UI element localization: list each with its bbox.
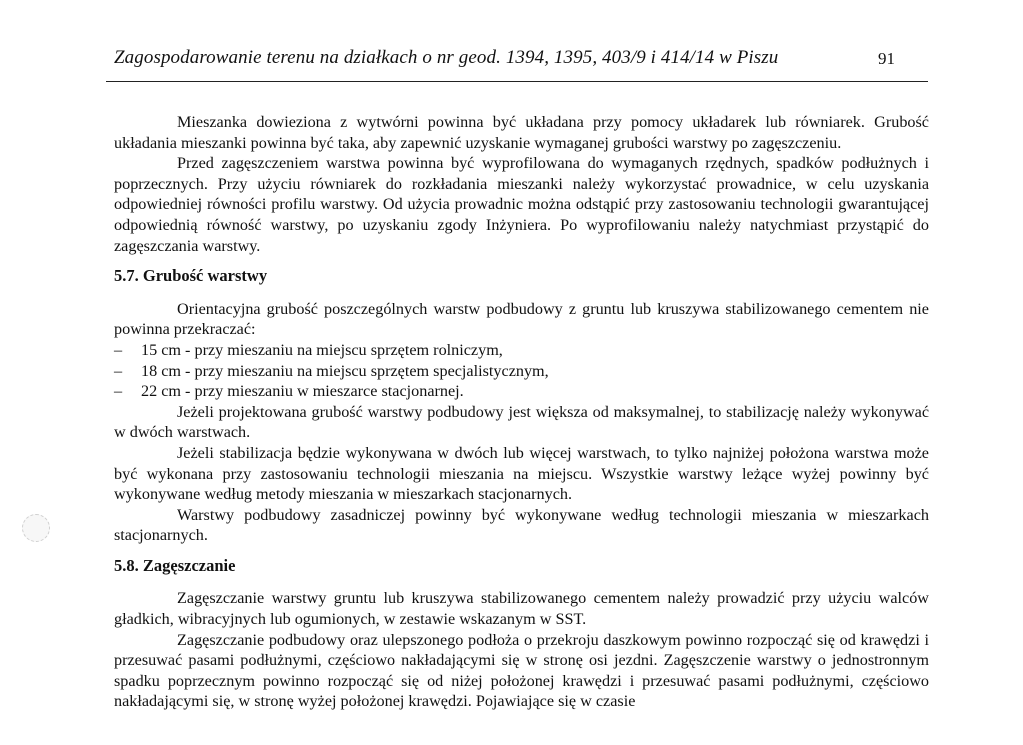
dash-bullet: – [114,382,123,401]
paragraph: Przed zagęszczeniem warstwa powinna być wyprofilowana do wymaganych rzędnych, spadków podłużnych i poprzecznych. Przy użyciu równiarek do rozkładania mieszanki należy wykorzystać prowadnice, w celu uzyskania odpowiedniej równości profilu warstwy. Od użycia prowadnic można odstąpić przy zastosowaniu technologii gwarantującej odpowiednią równość warstwy, po uzyskaniu zgody Inżyniera. Po wyprofilowaniu należy natychmiast przystąpić do zagęszczania warstwy. [114,154,929,255]
section-heading-5-8: 5.8. Zagęszczanie [114,555,236,575]
paragraph: Warstwy podbudowy zasadniczej powinny być wykonywane według technologii mieszania w mieszarkach stacjonarnych. [114,505,929,545]
paragraph: Orientacyjna grubość poszczególnych warstw podbudowy z gruntu lub kruszywa stabilizowanego cementem nie powinna przekraczać: [114,299,929,339]
page-header [114,44,922,76]
list-item-text: 18 cm - przy mieszaniu na miejscu sprzętem specjalistycznym, [141,361,549,380]
paragraph: Jeżeli projektowana grubość warstwy podbudowy jest większa od maksymalnej, to stabilizację należy wykonywać w dwóch warstwach. [114,402,929,442]
header-divider [106,81,928,82]
paragraph: Zagęszczanie podbudowy oraz ulepszonego podłoża o przekroju daszkowym powinno rozpocząć się od krawędzi i przesuwać pasami podłużnymi, częściowo nakładającymi się w stronę osi jezdni. Zagęszczenie warstwy o jednostronnym spadku poprzecznym powinno rozpocząć się od niżej położonej krawędzi i przesuwać pasami podłużnymi, częściowo nakładającymi się, w stronę wyżej położonej krawędzi. Pojawiające się w czasie [114,630,929,711]
document-body [114,112,929,712]
list-item [114,381,929,402]
dash-bullet: – [114,361,123,380]
document-title: Zagospodarowanie terenu na działkach o nr geod. 1394, 1395, 403/9 i 414/14 w Piszu [114,47,779,68]
list-item [114,361,929,382]
dash-bullet: – [114,340,123,359]
section-heading-5-7: 5.7. Grubość warstwy [114,266,268,286]
list-item-text: 22 cm - przy mieszaniu w mieszarce stacjonarnej. [141,382,464,401]
punch-hole-mark [22,514,50,542]
list-item-text: 15 cm - przy mieszaniu na miejscu sprzętem rolniczym, [141,340,503,359]
list-item [114,340,929,361]
paragraph: Zagęszczanie warstwy gruntu lub kruszywa stabilizowanego cementem należy prowadzić przy użyciu walców gładkich, wibracyjnych lub ogumionych, w zestawie wskazanym w SST. [114,589,929,629]
page-number: 91 [878,49,895,68]
paragraph: Mieszanka dowieziona z wytwórni powinna być układana przy pomocy układarek lub równiarek. Grubość układania mieszanki powinna być taka, aby zapewnić uzyskanie wymaganej grubości warstwy po zagęszczeniu. [114,113,929,152]
paragraph: Jeżeli stabilizacja będzie wykonywana w dwóch lub więcej warstwach, to tylko najniżej położona warstwa może być wykonana przy zastosowaniu technologii mieszania na miejscu. Wszystkie warstwy leżące wyżej powinny być wykonywane według metody mieszania w mieszarkach stacjonarnych. [114,443,929,504]
